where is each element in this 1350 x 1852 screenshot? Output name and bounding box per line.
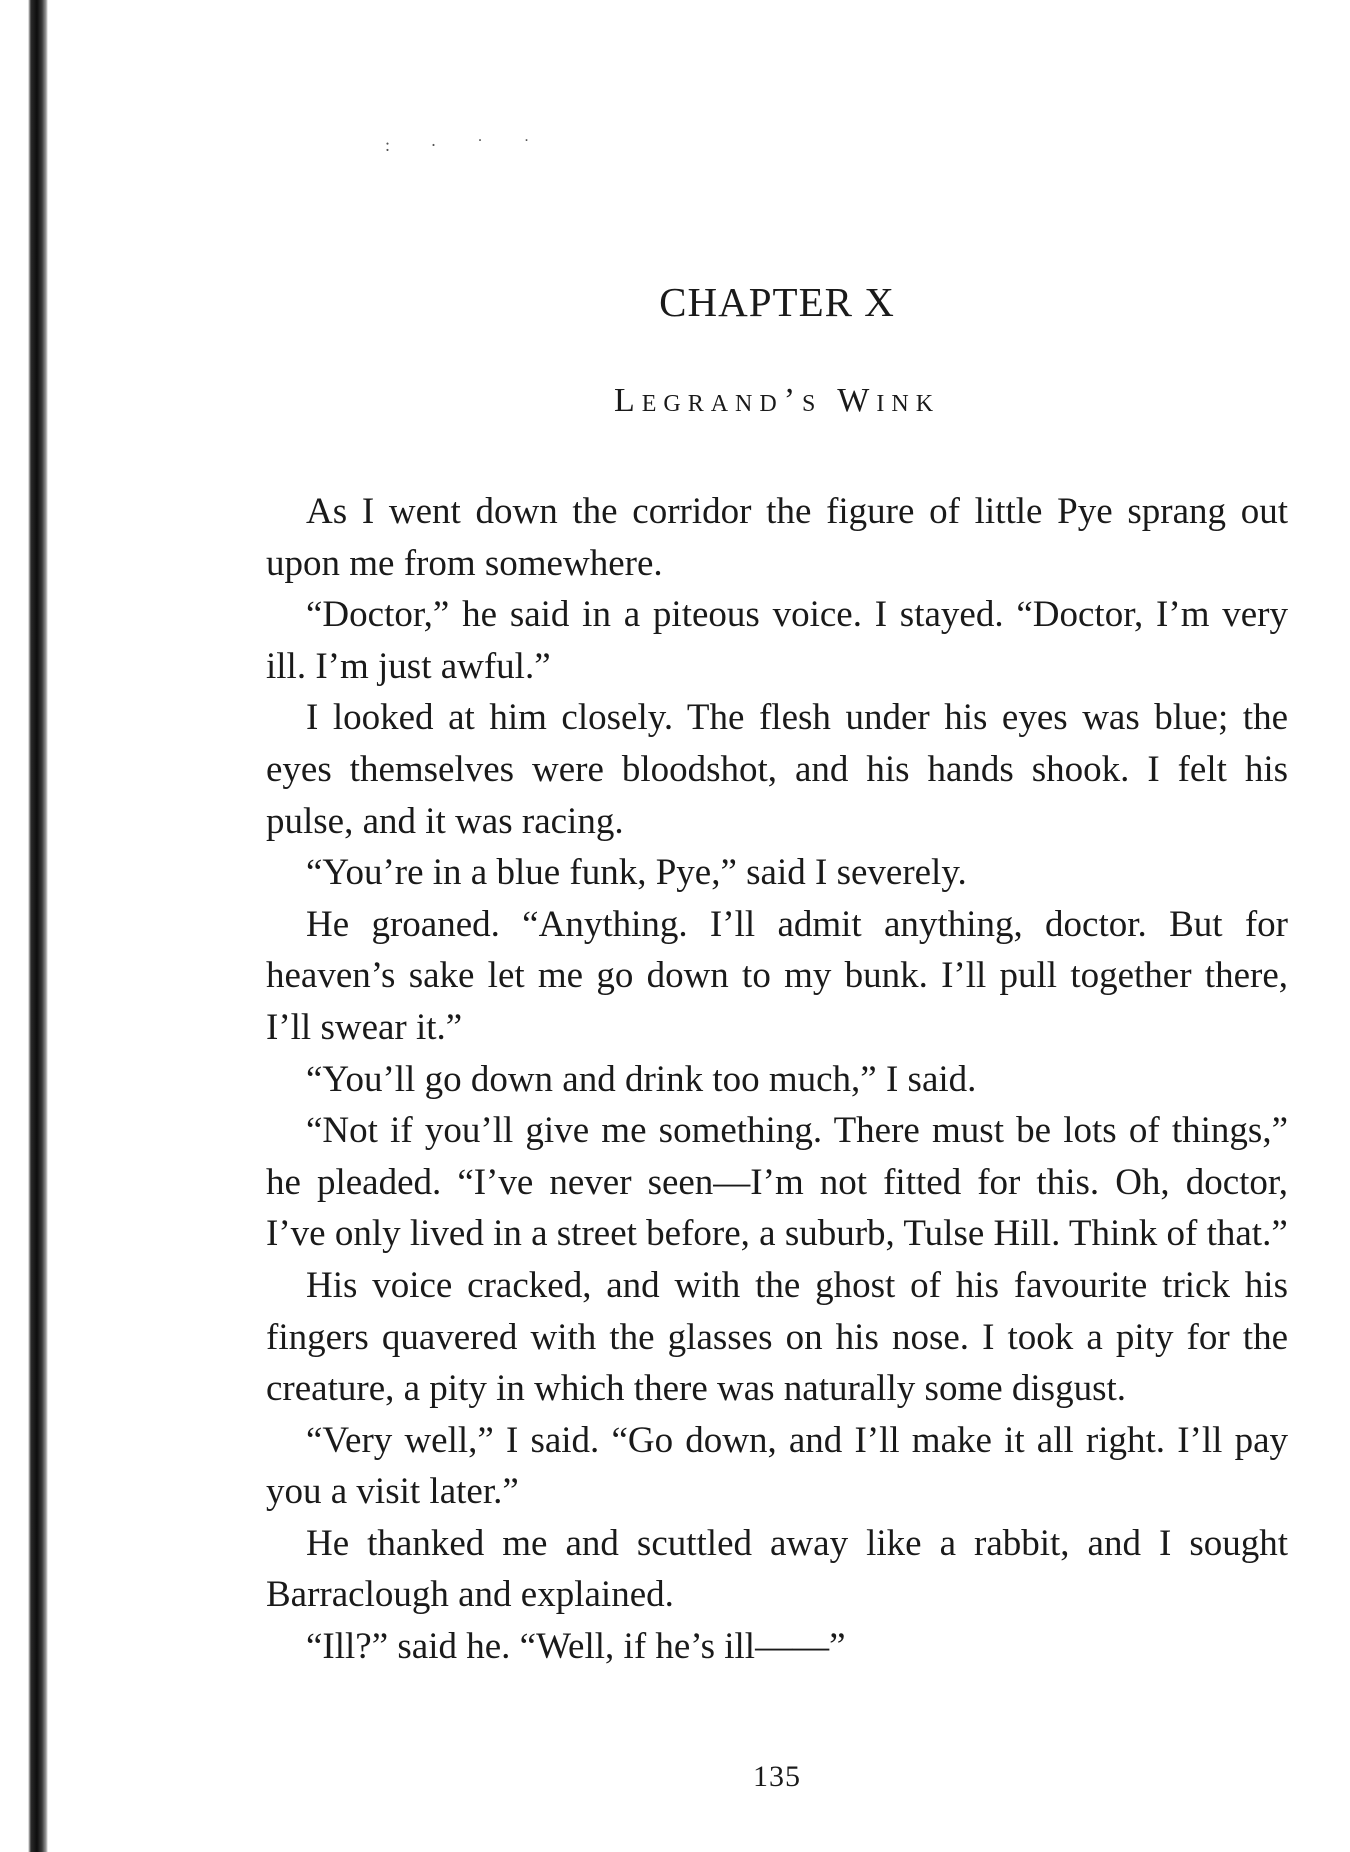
paragraph: He thanked me and scuttled away like a rabbit, and I sought Barraclough and explained. xyxy=(266,1522,1288,1616)
paragraph: “Doctor,” he said in a piteous voice. I stayed. “Doctor, I’m very ill. I’m just awful.” xyxy=(266,594,1288,687)
chapter-title: CHAPTER X xyxy=(659,279,895,325)
book-spine-shadow xyxy=(28,0,48,1852)
paragraph: I looked at him closely. The flesh under his eyes was blue; the eyes themselves were bloodshot, and his hands shook. I felt his pulse, and it was racing. xyxy=(266,697,1288,842)
paragraph: “Not if you’ll give me something. There must be lots of things,” he pleaded. “I’ve never seen—I’m not fitted for this. Oh, doctor, I’ve only lived in a street before, a suburb, Tulse Hill. Think of that.” xyxy=(266,1110,1288,1255)
paragraph: He groaned. “Anything. I’ll admit anything, doctor. But for heaven’s sake let me go down to my bunk. I’ll pull together there, I’ll swear it.” xyxy=(266,903,1288,1048)
chapter-subtitle: Legrand’s Wink xyxy=(613,382,941,419)
page-number: 135 xyxy=(753,1760,801,1793)
paper-specks: : · ˙ ˙ xyxy=(385,135,548,155)
paragraph: “Very well,” I said. “Go down, and I’ll make it all right. I’ll pay you a visit later.” xyxy=(266,1419,1288,1513)
paragraph: “You’ll go down and drink too much,” I said. xyxy=(306,1058,977,1100)
paragraph: As I went down the corridor the figure of little Pye sprang out upon me from somewhere. xyxy=(266,491,1288,584)
paragraph: His voice cracked, and with the ghost of his favourite trick his fingers quavered with the glasses on his nose. I took a pity for the creature, a pity in which there was naturally some disgust. xyxy=(266,1264,1288,1410)
paragraph: “You’re in a blue funk, Pye,” said I severely. xyxy=(306,852,967,894)
paragraph: “Ill?” said he. “Well, if he’s ill——” xyxy=(306,1626,846,1668)
body-text xyxy=(266,486,1288,1673)
